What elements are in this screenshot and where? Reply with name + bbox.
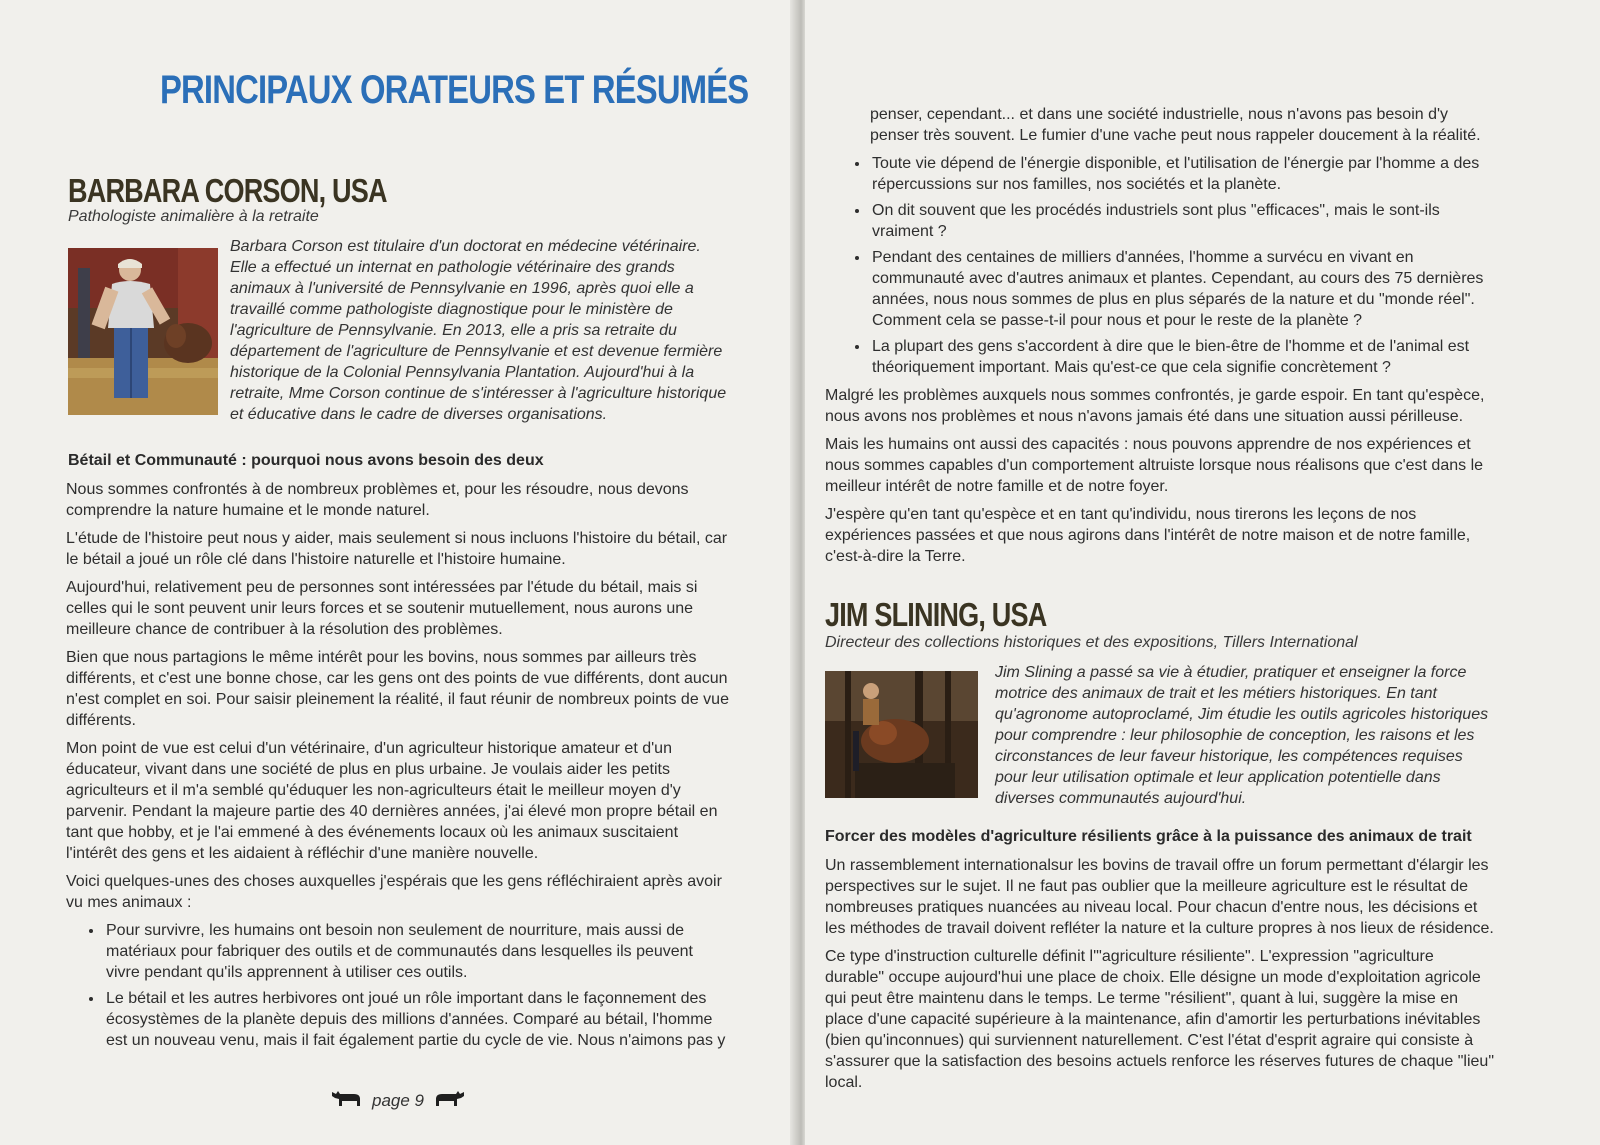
talk-title-resilient-agriculture: Forcer des modèles d'agriculture résilients grâce à la puissance des animaux de trait [825,828,1472,845]
speaker-role-barbara-corson: Pathologiste animalière à la retraite [68,208,319,225]
list-item: • Le bétail et les autres herbivores ont joué un rôle important dans le façonnement des écosystèmes de la planète depuis des millions d'années. Comparé au bétail, l'homme est un nouveau venu, mais il fait également partie du cycle de vie. Nous n'aimons pas y [104,988,731,1051]
paragraph: Bien que nous partagions le même intérêt pour les bovins, nous sommes par ailleurs très différents, et c'est une bonne chose, car les gens ont des points de vue différents, dont aucun n'est complet en soi. Pour saisir pleinement la réalité, il faut réunir de nombreux points de vue différents. [66,649,729,729]
bio-jim-slining: Jim Slining a passé sa vie à étudier, pratiquer et enseigner la force motrice des animaux de trait et les métiers historiques. En tant qu'agronome autoproclamé, Jim étudie les outils agricoles historiques pour comprendre : leur philosophie de conception, les raisons et les circonstances de leur faveur historique, les compétences requises pour leur utilisation optimale et leur application potentielle dans diverses communautés aujourd'hui. [995,664,1489,807]
page-footer [330,1088,466,1113]
ox-icon [434,1088,466,1113]
left-page [0,0,795,1145]
paragraph: Mais les humains ont aussi des capacités : nous pouvons apprendre de nos expériences et nous sommes capables d'un comportement altruiste lorsque nous réalisons que c'est dans le meilleur intérêt de notre famille et de notre foyer. [825,436,1484,495]
photo-barbara-corson [68,248,218,415]
list-item: • Pendant des centaines de milliers d'années, l'homme a survécu en vivant en communauté avec d'autres animaux et plantes. Cependant, au cours des 75 dernières années, nous nous sommes de plus en plus séparés de la nature et du "monde réel". Comment cela se passe-t-il pour nous et pour le reste de la planète ? [870,247,1495,331]
right-page [805,0,1600,1145]
bullet-list [825,153,1495,378]
list-item: • La plupart des gens s'accordent à dire que le bien-être de l'homme et de l'animal est théoriquement important. Mais qu'est-ce que cela signifie concrètement ? [870,336,1495,378]
paragraph: J'espère qu'en tant qu'espèce et en tant qu'individu, nous tirerons les leçons de nos expériences passées et que nous agirons dans l'intérêt de notre maison et de notre famille, c'est-à-dire la Terre. [825,506,1471,565]
speaker-name-barbara-corson: BARBARA CORSON, USA [68,172,387,209]
main-title: PRINCIPAUX ORATEURS ET RÉSUMÉS [160,68,749,112]
paragraph: Un rassemblement internationalsur les bovins de travail offre un forum permettant d'élargir les perspectives sur le sujet. Il ne faut pas oublier que la meilleure agriculture est le résultat de nombreuses pratiques nuancées au niveau local. Pour chacun d'entre nous, les décisions et les méthodes de travail doivent refléter la nature et la culture propres à nos lieux de résidence. [825,857,1494,937]
talk-body-continuation [825,104,1495,574]
paragraph: Nous sommes confrontés à de nombreux problèmes et, pour les résoudre, nous devons comprendre la nature humaine et le monde naturel. [66,481,689,519]
talk-body-livestock-community [66,479,731,1058]
bullet-list [66,920,731,1051]
list-item: • On dit souvent que les procédés industriels sont plus "efficaces", mais le sont-ils vraiment ? [870,200,1495,242]
paragraph: Mon point de vue est celui d'un vétérinaire, d'un agriculteur historique amateur et d'un éducateur, vivant dans une société de plus en plus urbaine. Je voulais aider les petits agriculteurs et il m'a semblé qu'éduquer les non-agriculteurs était le meilleur moyen d'y parvenir. Pendant la majeure partie des 40 dernières années, j'ai élevé mon propre bétail en tant que hobby, et je l'ai emmené à des événements locaux où les animaux suscitaient l'intérêt des gens et les aidaient à réfléchir d'une manière nouvelle. [66,740,718,862]
speaker-role-jim-slining: Directeur des collections historiques et des expositions, Tillers International [825,634,1358,651]
page-number: page 9 [372,1090,424,1110]
list-item: • Pour survivre, les humains ont besoin non seulement de nourriture, mais aussi de matériaux pour fabriquer des outils et de communautés dans lesquelles ils peuvent vivre pendant qu'ils apprennent à utiliser ces outils. [104,920,731,983]
paragraph: Voici quelques-unes des choses auxquelles j'espérais que les gens réfléchiraient après avoir vu mes animaux : [66,873,722,911]
photo-jim-slining [825,671,978,798]
list-item: • Toute vie dépend de l'énergie disponible, et l'utilisation de l'énergie par l'homme a des répercussions sur nos familles, nos sociétés et la planète. [870,153,1495,195]
talk-title-livestock-community: Bétail et Communauté : pourquoi nous avons besoin des deux [68,452,544,469]
talk-body-resilient-agriculture [825,855,1495,1100]
bio-barbara-corson: Barbara Corson est titulaire d'un doctorat en médecine vétérinaire. Elle a effectué un internat en pathologie vétérinaire des grands animaux à l'université de Pennsylvanie en 1996, après quoi elle a travaillé comme pathologiste diagnostique pour le ministère de l'agriculture de Pennsylvanie. En 2013, elle a pris sa retraite du département de l'agriculture de Pennsylvanie et est devenue fermière historique de la Colonial Pennsylvania Plantation. Aujourd'hui à la retraite, Mme Corson continue de s'intéresser à l'agriculture historique et éducative dans le cadre de diverses organisations. [230,238,727,423]
paragraph: L'étude de l'histoire peut nous y aider, mais seulement si nous incluons l'histoire du bétail, car le bétail a joué un rôle clé dans l'histoire naturelle et l'histoire humaine. [66,530,728,568]
ox-icon [330,1088,362,1113]
paragraph: Malgré les problèmes auxquels nous sommes confrontés, je garde espoir. En tant qu'espèce, nous avons nos problèmes et nous n'avons jamais été dans une situation aussi périlleuse. [825,387,1485,425]
paragraph: penser, cependant... et dans une société industrielle, nous n'avons pas besoin d'y penser très souvent. Le fumier d'une vache peut nous rappeler doucement à la réalité. [870,106,1481,144]
speaker-name-jim-slining: JIM SLINING, USA [825,596,1047,633]
paragraph: Aujourd'hui, relativement peu de personnes sont intéressées par l'étude du bétail, mais si celles qui le sont peuvent unir leurs forces et se soutenir mutuellement, nous aurons une meilleure chance de contribuer à la résolution des problèmes. [66,579,698,638]
paragraph: Ce type d'instruction culturelle définit l'"agriculture résiliente". L'expression "agriculture durable" occupe aujourd'hui une place de choix. Elle désigne un mode d'exploitation agricole qui peut être maintenu dans le temps. Le terme "résilient", quant à lui, suggère la mise en place d'une capacité supérieure à la maintenance, afin d'amortir les perturbations inévitables (bien qu'inconnues) qui surviennent naturellement. C'est l'état d'esprit agraire qui consiste à s'assurer que la satisfaction des besoins actuels renforce les réserves futures de chaque "lieu" local. [825,948,1494,1091]
